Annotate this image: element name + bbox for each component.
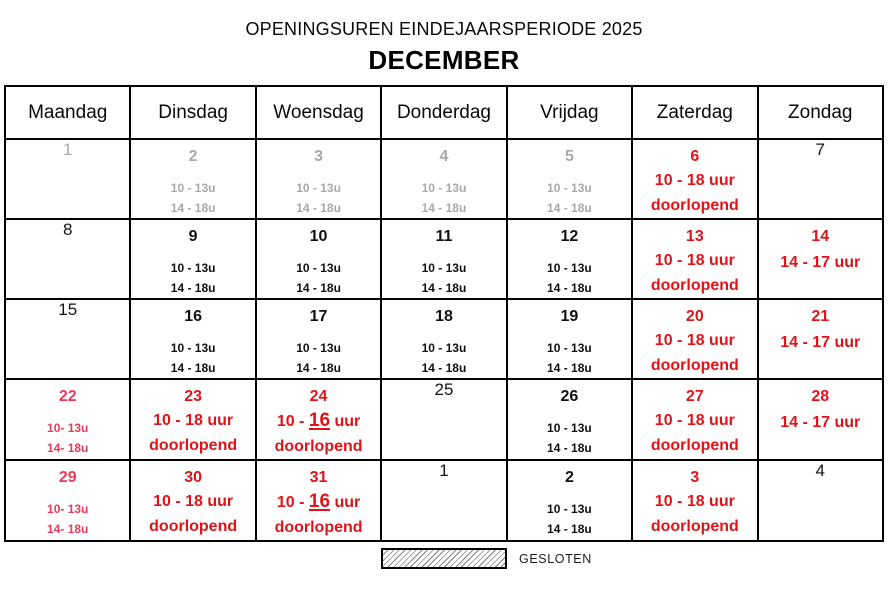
day-cell [256, 219, 381, 299]
day-number: 30 [184, 469, 203, 486]
hours-line: 10 - 13u [547, 341, 592, 355]
hours-lines [131, 408, 254, 458]
hours-line: 14 - 18u [547, 281, 592, 295]
day-number: 21 [811, 308, 830, 325]
hours-lines [759, 410, 882, 435]
hours-lines [633, 168, 756, 218]
weekday-header: Maandag [5, 86, 130, 139]
hours-line: 14 - 17 uur [780, 254, 861, 271]
day-cell [632, 219, 757, 299]
hours-line: 10 - 13u [296, 181, 341, 195]
day-number: 1 [439, 461, 449, 480]
day-number: 16 [184, 308, 203, 325]
day-cell [507, 460, 632, 541]
hours-line: doorlopend [650, 518, 739, 535]
day-number: 15 [58, 300, 78, 319]
hours-line: 10- 13u [47, 502, 89, 516]
day-cell [5, 379, 130, 460]
day-number: 24 [309, 388, 328, 405]
hours-line: 10 - 13u [170, 341, 216, 355]
day-number: 25 [434, 380, 454, 399]
hours-line: 10 - 18 uur [654, 252, 735, 269]
hours-lines [257, 178, 380, 218]
hours-line: doorlopend [650, 437, 739, 454]
day-cell [507, 299, 632, 379]
hours-line: 14 - 18u [296, 361, 341, 375]
day-cell [632, 379, 757, 460]
day-cell [256, 299, 381, 379]
hours-lines [508, 418, 631, 458]
hours-line: 14 - 18u [296, 201, 341, 215]
calendar-table [4, 85, 884, 542]
hours-line: 14 - 18u [547, 441, 592, 455]
week-row [5, 219, 883, 299]
day-cell [632, 299, 757, 379]
hours-lines [382, 178, 505, 218]
hours-line: 10 - 13u [547, 502, 592, 516]
hours-line: 10 - 18 uur [654, 412, 735, 429]
day-number: 19 [560, 308, 579, 325]
hours-lines [508, 499, 631, 539]
day-cell [256, 139, 381, 219]
hours-line: 10 - 13u [421, 261, 467, 275]
hours-line: doorlopend [650, 277, 739, 294]
day-cell [130, 139, 255, 219]
hours-lines [633, 328, 756, 378]
hours-lines [131, 489, 254, 539]
hours-lines [6, 499, 129, 539]
day-number: 3 [690, 469, 700, 486]
hours-line: 14 - 18u [421, 281, 467, 295]
hours-line: doorlopend [650, 357, 739, 374]
day-cell [507, 219, 632, 299]
hours-line: 10 - 13u [296, 341, 341, 355]
weekday-row [5, 86, 883, 139]
day-number: 10 [309, 228, 328, 245]
hours-lines [382, 338, 505, 378]
day-cell [381, 379, 506, 460]
day-cell [381, 139, 506, 219]
hours-line: 14 - 18u [296, 281, 341, 295]
day-cell [5, 139, 130, 219]
day-cell [507, 379, 632, 460]
hours-prefix: 10 - [276, 494, 309, 511]
day-number: 8 [62, 220, 73, 239]
hours-line: doorlopend [650, 197, 739, 214]
day-cell [381, 299, 506, 379]
day-number: 23 [184, 388, 203, 405]
day-number: 18 [435, 308, 453, 325]
weekday-header: Donderdag [381, 86, 506, 139]
day-number: 28 [811, 388, 830, 405]
hours-line: 10 - 18 uur [654, 493, 735, 510]
day-number: 27 [685, 388, 704, 405]
hours-line: doorlopend [274, 438, 363, 455]
day-cell [256, 460, 381, 541]
day-number: 13 [685, 228, 704, 245]
hours-line: 10 - 18 uur [654, 172, 735, 189]
day-number: 12 [560, 228, 579, 245]
day-cell [381, 219, 506, 299]
day-number: 17 [309, 308, 328, 325]
hours-line: 10- 13u [47, 421, 89, 435]
hours-line: 10 - 13u [170, 261, 216, 275]
hours-line: 14 - 18u [170, 361, 216, 375]
hours-line: 10 - 18 uur [153, 493, 234, 510]
week-row [5, 460, 883, 541]
hours-line: doorlopend [274, 519, 363, 536]
day-number: 5 [564, 148, 574, 165]
hours-line: 10 - 13u [547, 181, 592, 195]
day-number: 9 [188, 228, 198, 245]
day-number: 4 [439, 148, 449, 165]
day-cell [130, 219, 255, 299]
day-cell [632, 460, 757, 541]
hours-line [257, 489, 380, 515]
hours-lines [633, 248, 756, 298]
day-number: 1 [62, 140, 73, 159]
week-row [5, 379, 883, 460]
day-cell [758, 219, 883, 299]
hours-line: 10 - 13u [421, 181, 467, 195]
day-number: 2 [564, 469, 574, 486]
calendar-body [5, 139, 883, 541]
emphasized-hour: 16 [308, 410, 331, 431]
month-title: DECEMBER [368, 45, 520, 75]
hours-line: 10 - 13u [547, 421, 592, 435]
day-cell [5, 219, 130, 299]
weekday-header: Zondag [758, 86, 883, 139]
day-cell [381, 460, 506, 541]
hours-lines [257, 408, 380, 459]
hours-suffix: uur [330, 494, 361, 511]
hours-lines [508, 258, 631, 298]
day-cell [130, 379, 255, 460]
emphasized-hour: 16 [308, 491, 331, 512]
day-cell [5, 299, 130, 379]
hours-line: 14 - 18u [547, 201, 592, 215]
hours-lines [131, 258, 254, 298]
calendar-head [5, 86, 883, 139]
hours-line: 10 - 13u [421, 341, 467, 355]
hours-line: 14- 18u [47, 522, 89, 536]
hours-lines [6, 418, 129, 458]
day-number: 29 [58, 469, 77, 486]
day-cell [758, 139, 883, 219]
hours-line: 10 - 13u [296, 261, 341, 275]
weekday-header: Zaterdag [632, 86, 757, 139]
legend-label: GESLOTEN [519, 552, 592, 566]
hours-line: 10 - 13u [170, 181, 216, 195]
hours-line: 14 - 18u [421, 361, 467, 375]
hours-lines [633, 489, 756, 539]
hours-lines [382, 258, 505, 298]
hours-lines [508, 178, 631, 218]
hours-lines [759, 250, 882, 275]
day-cell [758, 460, 883, 541]
day-number: 31 [309, 469, 328, 486]
day-number: 3 [314, 148, 323, 165]
day-number: 26 [560, 388, 579, 405]
day-number: 6 [690, 148, 700, 165]
day-cell [130, 299, 255, 379]
day-number: 20 [685, 308, 704, 325]
hours-line: 14 - 17 uur [780, 414, 861, 431]
hours-lines [633, 408, 756, 458]
hours-lines [257, 258, 380, 298]
week-row [5, 139, 883, 219]
closed-hatch-swatch [381, 548, 507, 569]
hours-prefix: 10 - [276, 413, 309, 430]
day-cell [256, 379, 381, 460]
day-number: 14 [811, 228, 830, 245]
hours-lines [759, 330, 882, 355]
day-number: 2 [188, 148, 198, 165]
week-row [5, 299, 883, 379]
hours-suffix: uur [330, 413, 361, 430]
hours-line: 10 - 18 uur [153, 412, 234, 429]
hours-line: 14 - 18u [170, 281, 216, 295]
hours-lines [131, 338, 254, 378]
hours-line: 14 - 18u [547, 361, 592, 375]
hours-lines [257, 338, 380, 378]
hours-line: 14 - 18u [170, 201, 216, 215]
day-number: 7 [815, 140, 825, 159]
weekday-header: Woensdag [256, 86, 381, 139]
hours-line: doorlopend [149, 518, 238, 535]
hours-line: 14 - 18u [421, 201, 467, 215]
day-cell [758, 379, 883, 460]
day-number: 11 [435, 228, 453, 245]
hours-line: 14 - 17 uur [780, 334, 861, 351]
hours-lines [257, 489, 380, 540]
weekday-header: Dinsdag [130, 86, 255, 139]
day-number: 4 [815, 461, 825, 480]
day-cell [507, 139, 632, 219]
hours-lines [131, 178, 254, 218]
day-number: 22 [58, 388, 77, 405]
hours-line [257, 408, 380, 434]
day-cell [758, 299, 883, 379]
hours-line: 10 - 18 uur [654, 332, 735, 349]
weekday-header: Vrijdag [507, 86, 632, 139]
hours-line: 14- 18u [47, 441, 89, 455]
hours-line: 10 - 13u [547, 261, 592, 275]
page-title: OPENINGSUREN EINDEJAARSPERIODE 2025 [245, 19, 643, 39]
day-cell [5, 460, 130, 541]
day-cell [130, 460, 255, 541]
day-cell [632, 139, 757, 219]
hours-line: doorlopend [149, 437, 238, 454]
hours-line: 14 - 18u [547, 522, 592, 536]
hours-lines [508, 338, 631, 378]
